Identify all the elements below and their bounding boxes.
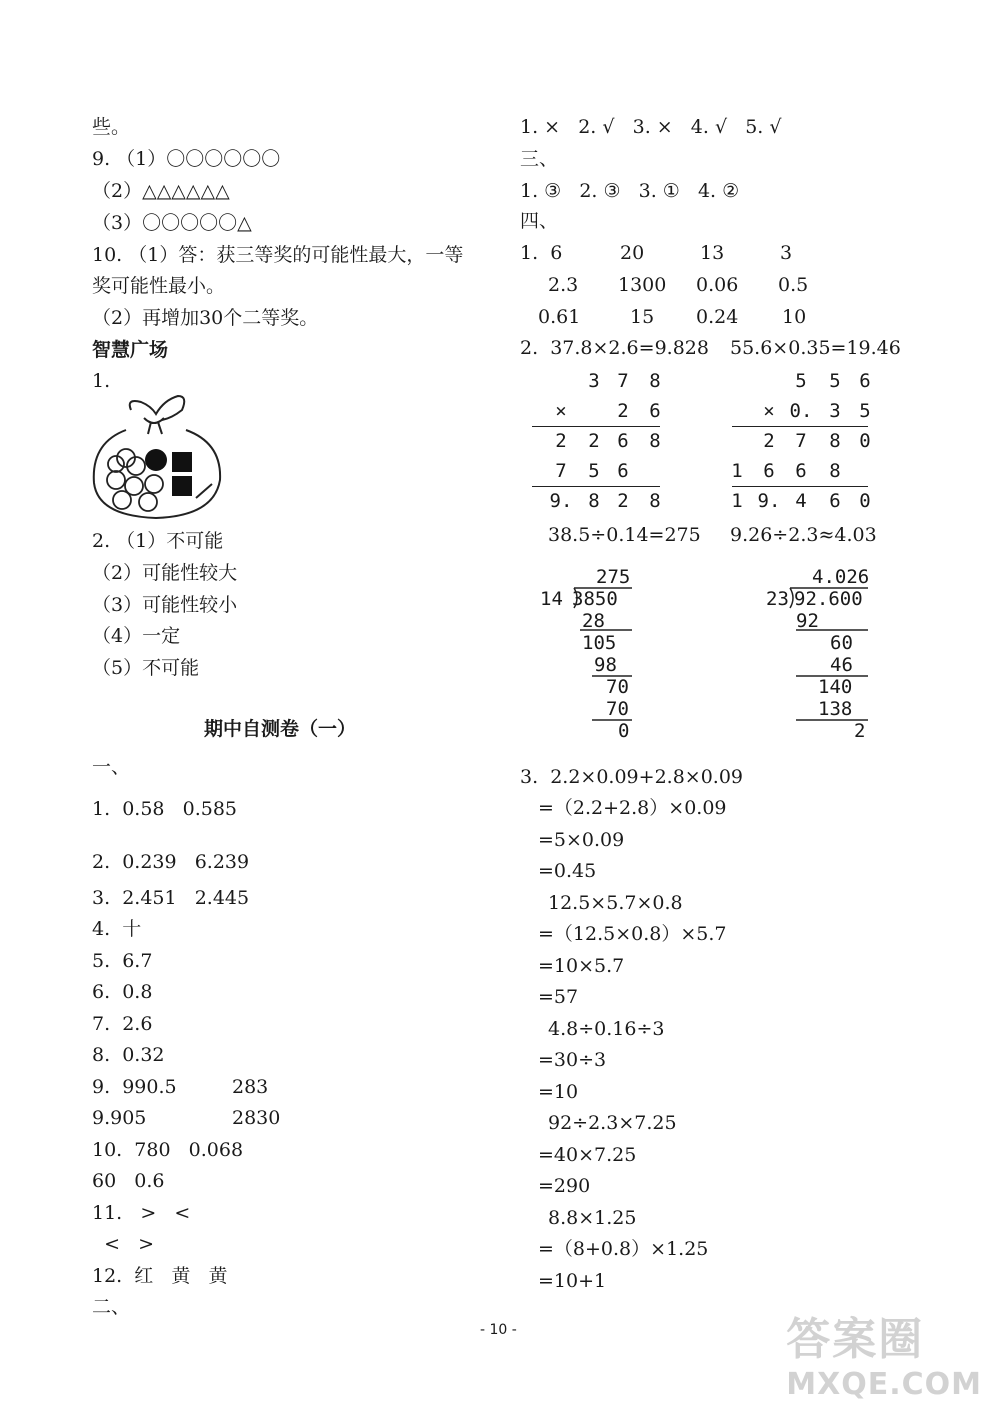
answer-2-3: （3）可能性较小 — [92, 594, 238, 616]
calc-step: =40×7.25 — [538, 1144, 637, 1166]
section-one: 一、 — [92, 756, 131, 778]
calc-step: =10×5.7 — [538, 955, 625, 977]
calc-step: =0.45 — [538, 860, 597, 882]
calc-step: 92÷2.3×7.25 — [548, 1112, 677, 1134]
calc-cell: 15 — [630, 306, 655, 328]
calc-cell: 3 — [780, 242, 793, 264]
answer-10: 10. （1）答：获三等奖的可能性最大，一等 — [92, 244, 464, 266]
answer-2-1: 2. （1）不可能 — [92, 530, 224, 552]
answer-1: 1. 0.58 0.585 — [92, 798, 238, 820]
calc-step: =57 — [538, 986, 579, 1008]
calc-step: 8.8×1.25 — [548, 1207, 637, 1229]
answer-11b: < > — [92, 1233, 155, 1255]
long-division-2: 4.026 23 92.600 92 60 46 140 138 2 — [766, 566, 870, 742]
division-bracket-2 — [780, 584, 870, 744]
calc-step: 12.5×5.7×0.8 — [548, 892, 683, 914]
multiplication-1: 3 7 8 × 2 6 2 2 6 8 7 5 6 9. 8 2 8 — [549, 370, 661, 512]
answer-10a: 10. 780 0.068 — [92, 1139, 244, 1161]
exam-title: 期中自测卷（一） — [204, 718, 357, 740]
section-four: 四、 — [520, 210, 559, 232]
calc-step: 4.8÷0.16÷3 — [548, 1018, 665, 1040]
calc-step: 3. 2.2×0.09+2.8×0.09 — [520, 766, 744, 788]
answer-3: 3. 2.451 2.445 — [92, 887, 250, 909]
answer-9-2: （2）△△△△△△ — [92, 180, 230, 202]
answer-12: 12. 红 黄 黄 — [92, 1265, 228, 1287]
calc-cell: 0.5 — [778, 274, 809, 296]
calc-step: =（2.2+2.8）×0.09 — [538, 797, 727, 819]
equation-2: 55.6×0.35=19.46 — [730, 337, 901, 359]
page-number: - 10 - — [480, 1322, 517, 1338]
answer-2-2: （2）可能性较大 — [92, 562, 238, 584]
answer-9-3: （3）〇〇〇〇〇△ — [92, 212, 252, 234]
calc-cell: 1300 — [618, 274, 667, 296]
choice-answers: 1. ③ 2. ③ 3. ① 4. ② — [520, 180, 740, 202]
answer-4: 4. 十 — [92, 918, 142, 940]
calc-cell: 10 — [782, 306, 807, 328]
calc-cell: 0.06 — [696, 274, 739, 296]
answer-9: 9. （1）〇〇〇〇〇〇 — [92, 148, 281, 170]
question-number: 1. — [92, 370, 111, 392]
answer-9b: 9.905 — [92, 1107, 147, 1129]
answer-9a-2: 283 — [232, 1076, 269, 1098]
section-three: 三、 — [520, 148, 559, 170]
calc-step: =290 — [538, 1175, 591, 1197]
answer-5: 5. 6.7 — [92, 950, 153, 972]
answer-10-2: （2）再增加30个二等奖。 — [92, 307, 319, 329]
text-line: 些。 — [92, 116, 131, 138]
rule — [532, 486, 660, 487]
division-bracket-1 — [560, 584, 640, 744]
division-equation-2: 9.26÷2.3≈4.03 — [730, 524, 877, 546]
calc-cell: 0.24 — [696, 306, 739, 328]
calc-cell: 2.3 — [548, 274, 579, 296]
answer-9b-2: 2830 — [232, 1107, 281, 1129]
rule — [732, 486, 868, 487]
calc-cell: 13 — [700, 242, 725, 264]
calc-step: =5×0.09 — [538, 829, 625, 851]
multiplication-2: 5 5 6 × 0. 3 5 2 7 8 0 1 6 6 8 1 9. 4 6 0 — [731, 370, 871, 512]
tf-answers: 1. × 2. √ 3. × 4. √ 5. √ — [520, 116, 782, 138]
rule — [732, 426, 868, 427]
bag-illustration — [86, 388, 226, 528]
calc-step: =10+1 — [538, 1270, 607, 1292]
answer-11a: 11. > < — [92, 1202, 191, 1224]
answer-6: 6. 0.8 — [92, 981, 153, 1003]
division-equation-1: 38.5÷0.14=275 — [548, 524, 701, 546]
answer-10-cont: 奖可能性最小。 — [92, 275, 226, 297]
calc-cell: 1. 6 — [520, 242, 563, 264]
answer-10b: 60 0.6 — [92, 1170, 165, 1192]
answer-7: 7. 2.6 — [92, 1013, 153, 1035]
calc-step: =（8+0.8）×1.25 — [538, 1238, 709, 1260]
calc-step: =30÷3 — [538, 1049, 607, 1071]
long-division-1: 275 14 3850 28 105 98 70 70 0 — [540, 566, 631, 742]
equation-1: 2. 37.8×2.6=9.828 — [520, 337, 709, 359]
watermark-logo: 答案圈 MXQE.COM — [786, 1314, 982, 1402]
section-two: 二、 — [92, 1296, 131, 1318]
answer-8: 8. 0.32 — [92, 1044, 165, 1066]
calc-cell: 20 — [620, 242, 645, 264]
calc-cell: 0.61 — [538, 306, 581, 328]
section-heading: 智慧广场 — [92, 339, 169, 361]
answer-2-4: （4）一定 — [92, 625, 181, 647]
answer-9a: 9. 990.5 — [92, 1076, 177, 1098]
rule — [532, 426, 660, 427]
answer-2-5: （5）不可能 — [92, 657, 200, 679]
answer-2: 2. 0.239 6.239 — [92, 851, 250, 873]
calc-step: =（12.5×0.8）×5.7 — [538, 923, 727, 945]
calc-step: =10 — [538, 1081, 579, 1103]
